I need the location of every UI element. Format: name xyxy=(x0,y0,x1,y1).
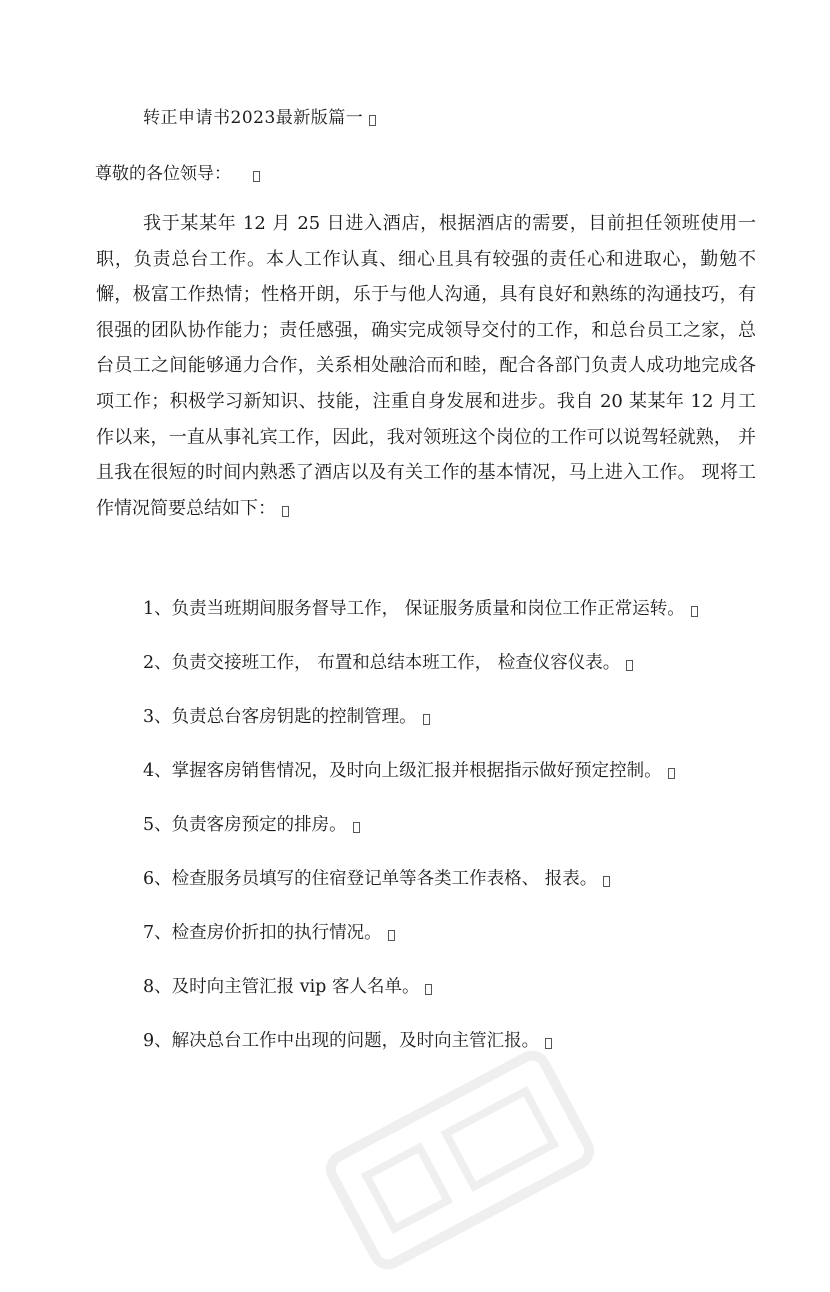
list-item: 8、及时向主管汇报 vip 客人名单。 xyxy=(143,972,698,1026)
paragraph-mark-icon xyxy=(626,660,633,671)
list-item: 7、检查房价折扣的执行情况。 xyxy=(143,918,698,972)
paragraph-mark-icon xyxy=(691,606,698,617)
paragraph-mark-icon xyxy=(353,822,360,833)
paragraph-mark-icon xyxy=(282,506,289,517)
list-item: 6、检查服务员填写的住宿登记单等各类工作表格、 报表。 xyxy=(143,864,698,918)
list-item: 3、负责总台客房钥匙的控制管理。 xyxy=(143,702,698,756)
list-item: 4、掌握客房销售情况，及时向上级汇报并根据指示做好预定控制。 xyxy=(143,756,698,810)
duty-list xyxy=(143,594,698,1080)
list-item: 9、解决总台工作中出现的问题，及时向主管汇报。 xyxy=(143,1026,698,1080)
body-paragraph: 我于某某年 12 月 25 日进入酒店，根据酒店的需要，目前担任领班使用一职，负责总台工作。本人工作认真、细心且具有较强的责任心和进取心，勤勉不懈，极富工作热情；性格开朗，乐于与他人沟通，具有良好和熟练的沟通技巧，有很强的团队协作能力；责任感强，确实完成领导交付的工作，和总台员工之家，总台员工之间能够通力合作，关系相处融洽而和睦，配合各部门负责人成功地完成各项工作；积极学习新知识、技能，注重自身发展和进步。我自 20 某某年 12 月工作以来，一直从事礼宾工作，因此，我对领班这个岗位的工作可以说驾轻就熟， 并且我在很短的时间内熟悉了酒店以及有关工作的基本情况，马上进入工作。 现将工作情况简要总结如下： xyxy=(96,213,756,519)
paragraph-mark-icon xyxy=(388,930,395,941)
list-item: 2、负责交接班工作， 布置和总结本班工作， 检查仪容仪表。 xyxy=(143,648,698,702)
paragraph-mark-icon xyxy=(253,171,260,182)
paragraph-mark-icon xyxy=(369,115,376,126)
list-item: 1、负责当班期间服务督导工作， 保证服务质量和岗位工作正常运转。 xyxy=(143,594,698,648)
paragraph-mark-icon xyxy=(425,984,432,995)
salutation: 尊敬的各位领导： xyxy=(95,159,260,184)
list-item: 5、负责客房预定的排房。 xyxy=(143,810,698,864)
paragraph-mark-icon xyxy=(423,714,430,725)
paragraph-mark-icon xyxy=(603,876,610,887)
paragraph-mark-icon xyxy=(668,768,675,779)
document-title: 转正申请书2023最新版篇一 xyxy=(143,103,376,128)
